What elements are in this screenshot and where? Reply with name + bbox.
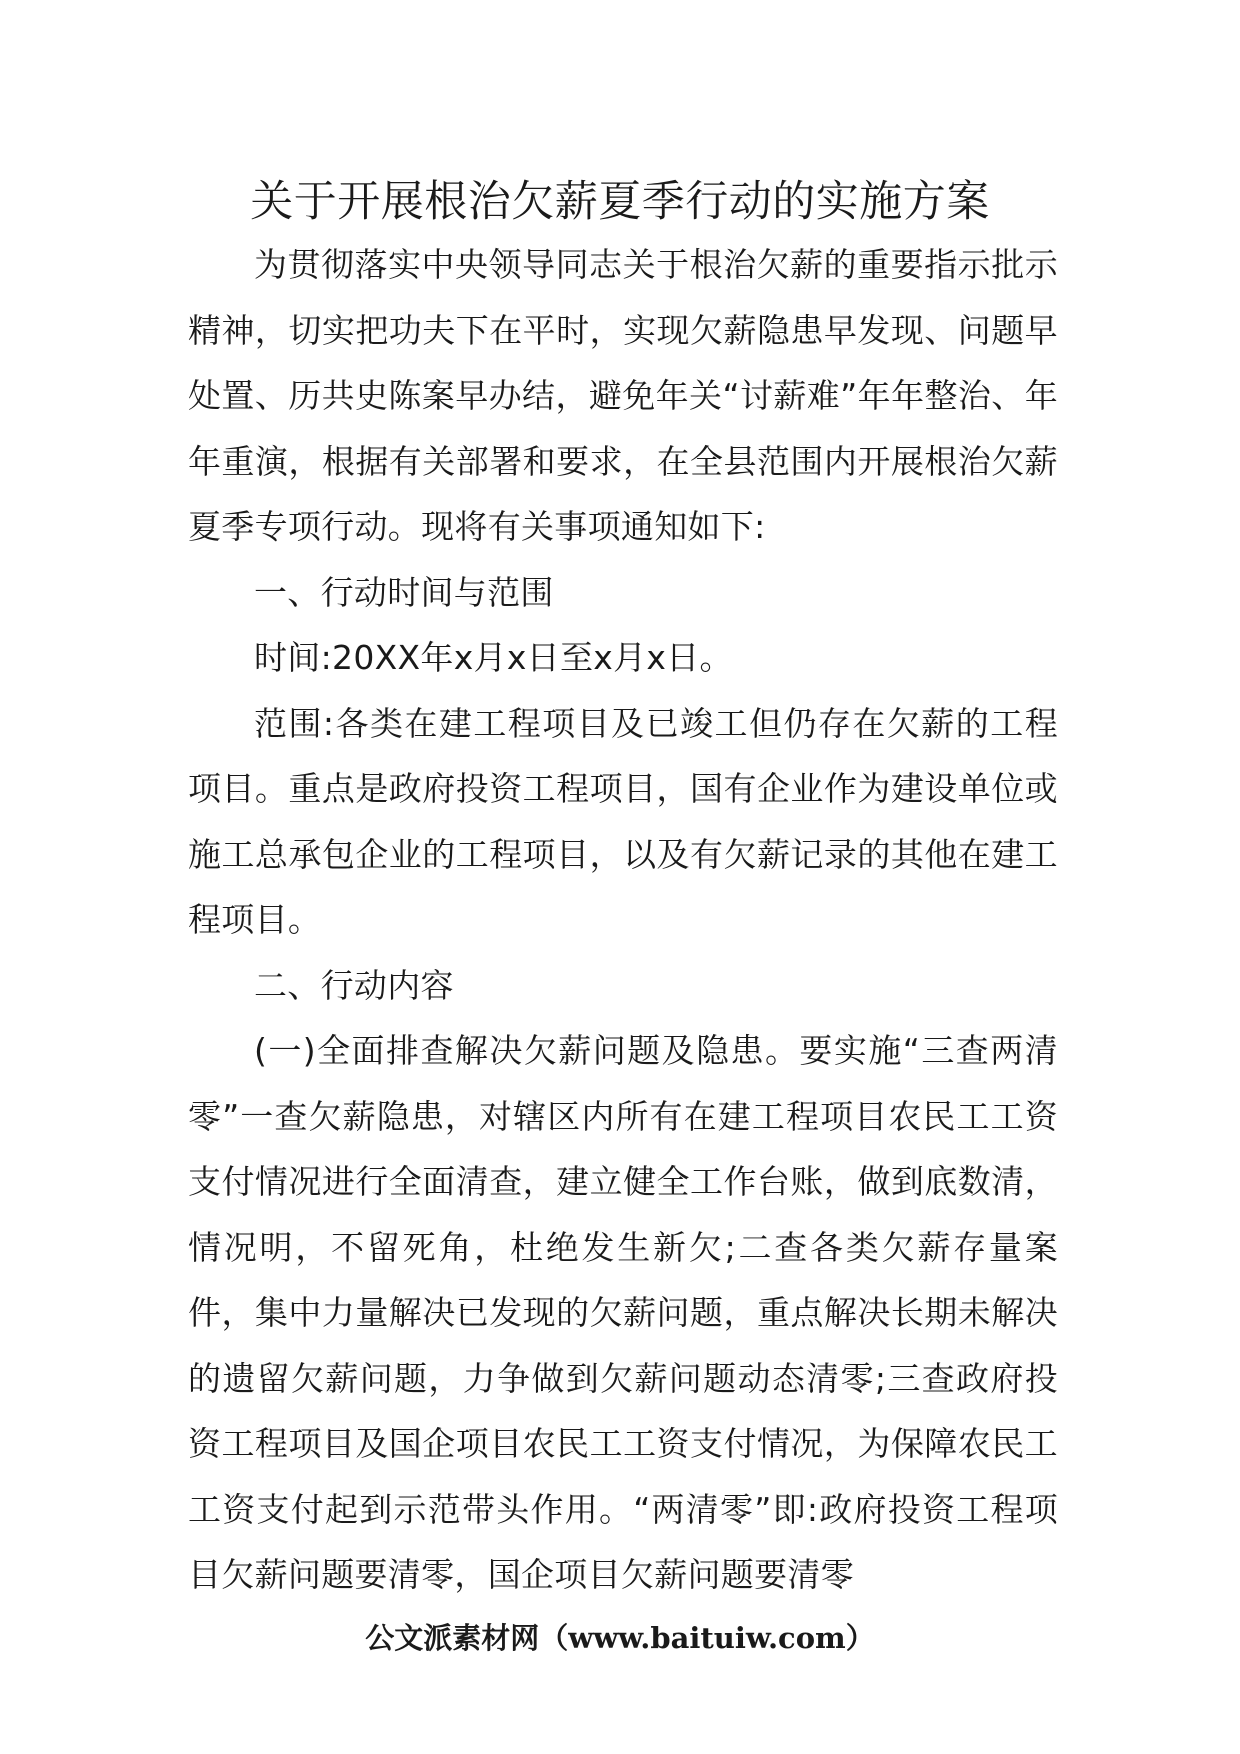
document-body	[188, 232, 1058, 1608]
content-paragraph-1: (一)全面排查解决欠薪问题及隐患。要实施“三查两清零”一查欠薪隐患，对辖区内所有在建工程项目农民工工资支付情况进行全面清查，建立健全工作台账，做到底数清，情况明，不留死角，杜绝发生新欠;二查各类欠薪存量案件，集中力量解决已发现的欠薪问题，重点解决长期未解决的遗留欠薪问题，力争做到欠薪问题动态清零;三查政府投资工程项目及国企项目农民工工资支付情况，为保障农民工工资支付起到示范带头作用。“两清零”即:政府投资工程项目欠薪问题要清零，国企项目欠薪问题要清零	[188, 1031, 1058, 1594]
document-title: 关于开展根治欠薪夏季行动的实施方案	[250, 177, 990, 227]
section-heading-1: 一、行动时间与范围	[254, 572, 554, 612]
section-heading-2: 二、行动内容	[254, 965, 454, 1005]
time-paragraph: 时间:20XX年x月x日至x月x日。	[254, 638, 733, 677]
intro-paragraph: 为贯彻落实中央领导同志关于根治欠薪的重要指示批示精神，切实把功夫下在平时，实现欠薪隐患早发现、问题早处置、历共史陈案早办结，避免年关“讨薪难”年年整治、年年重演，根据有关部署和要求，在全县范围内开展根治欠薪夏季专项行动。现将有关事项通知如下:	[188, 245, 1058, 546]
scope-paragraph: 范围:各类在建工程项目及已竣工但仍存在欠薪的工程项目。重点是政府投资工程项目，国有企业作为建设单位或施工总承包企业的工程项目，以及有欠薪记录的其他在建工程项目。	[188, 703, 1058, 939]
footer-watermark: 公文派素材网（www.baituiw.com）	[365, 1621, 875, 1655]
